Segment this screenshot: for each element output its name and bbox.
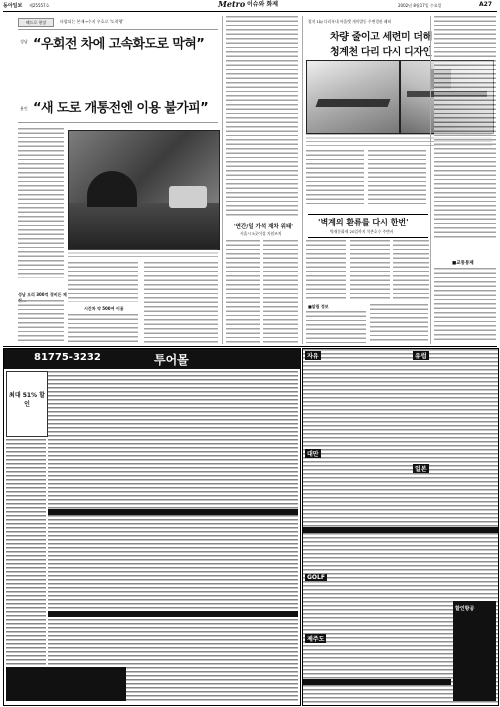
ad-travel-dark-band-2 [303,679,451,685]
article-4-text-a [306,240,346,300]
column-divider-3 [430,16,431,344]
ad-travel-highlight-box [453,601,496,701]
article-3-text-b [263,240,298,344]
article-3-sub: 서울시 5곳이상 지원조치 [240,231,282,236]
masthead-bar [3,2,497,11]
ad-tourmall-slogan: 최대 51% 할인 [9,392,45,408]
ad-tourmall [3,348,301,706]
article-tag: 헤드로 현장 [18,18,54,27]
ad-travel [302,348,499,706]
edition-number: 제25557호 [29,3,50,8]
ad-travel-title-5: GOLF [307,574,325,581]
ad-travel-title-4: 대만 [307,451,319,458]
ad-travel-title-6: 제주도 [307,636,325,643]
header-rule [3,11,497,12]
article-2-text-a [306,150,364,206]
ad-tourmall-divider-row-2 [48,611,298,617]
right-column-text [434,16,496,240]
notice-right-title: ■교통통제 [452,261,474,266]
notice-left-title: ■알림 정보 [308,304,329,309]
paper-name: 동아일보 [3,3,23,9]
ad-travel-title-1: 자유 [307,353,319,360]
article-1-photo [68,130,220,250]
article-4-headline: '벽계의 환류를 다시 한번' [318,218,409,227]
column-divider [222,16,223,344]
article-1-column-5 [144,262,218,344]
article-1-column-1 [18,128,64,278]
ad-tourmall-slogan-box [6,371,48,437]
article-3-headline: '연간/일 가석 재차 위태' [234,224,293,230]
headline-a-prefix: 성남 [20,39,28,44]
section-logo: Metro [218,0,246,9]
article-1-column-3 [68,262,138,302]
ad-tourmall-header [4,349,300,369]
article-2-kicker: 접지 1㎞ 다리폭내 아울렛 개미발동 주변경관 폐허 [308,19,392,24]
article-2-headline-b: 청계천 다리 다시 디자인 [330,47,432,58]
column-divider-2 [302,16,303,344]
ad-tourmall-phone: 81775-3232 [34,352,101,363]
ad-tourmall-listings [48,371,298,701]
article-3-text-a [226,240,260,344]
article-1-column-4 [68,314,138,344]
ad-tourmall-listings-left [6,439,46,701]
article-3-top-text [226,16,298,216]
notice-mid-text [370,304,428,343]
issue-date: 2002년 8월17일 수요일 [398,3,442,8]
article-1-photo-caption [68,249,218,257]
article-4-box [308,214,428,238]
notice-left-text [306,311,366,343]
page-number: A27 [479,1,492,8]
ad-tourmall-divider-row [48,509,298,515]
headline-b: “새 도로 개통전엔 이용 불가피” [33,101,209,116]
ad-tourmall-banner-bottom [6,667,126,701]
ad-top-rule [3,346,497,347]
article-4-text-c [393,240,429,300]
ad-travel-title-2: 유럽 [415,353,427,360]
sub-heading-2: 시간차 약 500여 이용 [84,306,124,311]
kicker-rule [18,29,218,30]
headline-b-prefix: 용인 [20,106,28,111]
ad-travel-highlight: 할인항공 [455,606,475,612]
notice-right-text [434,268,496,343]
headline-rule [18,122,218,123]
article-4-sub: 벽재문화제 20일까지 석촌호수 주변서 [330,229,394,234]
ad-travel-dark-band [303,527,498,533]
section-title: 이슈와 화제 [247,1,279,8]
ad-travel-title-3: 일본 [415,466,427,473]
article-2-text-b [368,150,426,206]
sub-heading-1: 성남 오리 300억 경비든 제 [18,292,67,297]
article-4-text-b [350,240,390,300]
ad-tourmall-logo: 투어몰 [154,353,189,367]
article-2-headline-a: 차량 줄이고 세련미 더해 [330,32,432,43]
article-kicker: 타랍되는 본제→수지 우호로 '도착행' [60,19,124,24]
article-1-column-2 [18,300,64,342]
article-2-rendering-1 [306,60,400,134]
headline-a: “우회전 차에 고속화도로 막혀” [33,37,205,52]
